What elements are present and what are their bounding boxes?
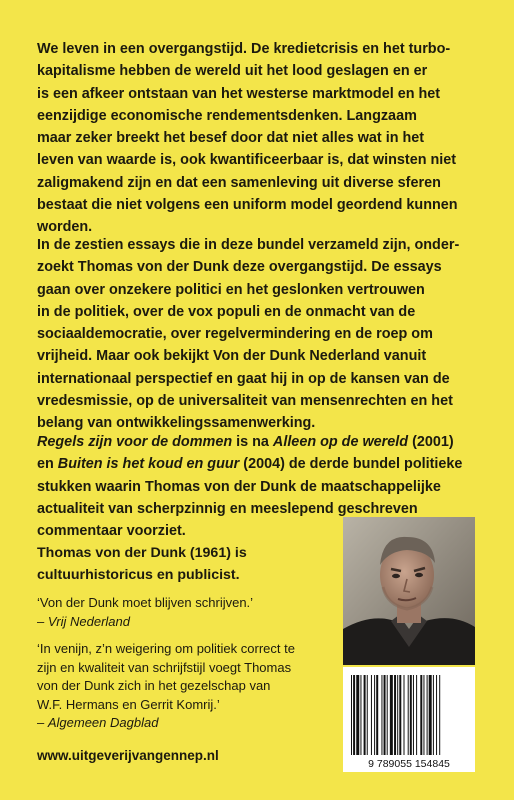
barcode-bar <box>399 675 401 755</box>
barcode-bar <box>439 675 440 755</box>
barcode-bar <box>394 675 396 755</box>
barcode-bar <box>387 675 388 755</box>
text-line: leven van waarde is, ook kwantificeerbaar is, dat winsten niet <box>37 152 457 169</box>
paragraph-essays <box>37 234 459 435</box>
barcode-bar <box>381 675 382 755</box>
barcode-bar <box>420 675 422 755</box>
barcode-bar <box>376 675 378 755</box>
text-line: We leven in een overgangstijd. De kredietcrisis en het turbo- <box>37 41 451 57</box>
text-line: gaan over onzekere politici en het geslonken vertrouwen <box>37 281 425 298</box>
quote-algemeen-dagblad <box>37 640 295 733</box>
text-fragment: (2001) <box>408 434 454 450</box>
text-line: internationaal perspectief en gaat hij in op de kansen van de <box>37 370 450 387</box>
barcode-bar <box>436 675 437 755</box>
text-fragment: (2004) de derde bundel politieke <box>239 456 463 473</box>
text-line: zoekt Thomas von der Dunk deze overgangstijd. De essays <box>37 259 442 276</box>
isbn-number: 9 789055 154845 <box>368 758 450 770</box>
text-line: In de zestien essays die in deze bundel verzameld zijn, onder- <box>37 237 460 253</box>
barcode-bar <box>367 675 368 755</box>
barcode-bar <box>423 675 424 755</box>
text-line: bestaat die niet volgens een uniform model geordend kunnen <box>37 197 458 214</box>
quote-text: ‘Von der Dunk moet blijven schrijven.’ <box>37 595 254 610</box>
text-line: eenzijdige economische rendementsdenken. Langzaam <box>37 107 417 124</box>
barcode-bar <box>356 675 359 755</box>
barcode-bar <box>416 675 417 755</box>
barcode-bar <box>397 675 398 755</box>
text-fragment: is na <box>232 434 273 450</box>
barcode <box>343 667 475 772</box>
text-line: belang van ontwikkelingssamenwerking. <box>37 415 316 432</box>
dash: – <box>37 613 48 629</box>
book-title: Buiten is het koud en guur <box>57 456 240 473</box>
publisher-website[interactable]: www.uitgeverijvangennep.nl <box>37 748 219 763</box>
text-line: kapitalisme hebben de wereld uit het lood geslagen en er <box>37 63 428 80</box>
text-line: sociaaldemocratie, over regelvermindering en de roep om <box>37 326 433 343</box>
author-photo <box>343 517 475 665</box>
author-bio <box>37 543 247 586</box>
barcode-bar <box>413 675 414 755</box>
source-name: Algemeen Dagblad <box>47 715 159 730</box>
barcode-bar <box>374 675 375 755</box>
barcode-bar <box>353 675 355 755</box>
text-line <box>37 431 462 453</box>
text-line: is een afkeer ontstaan van het westerse marktmodel en het <box>37 85 441 102</box>
text-line: actualiteit van scherpzinnig en meeslepend geschreven <box>37 500 418 517</box>
quote-line: ‘In venijn, z’n weigering om politiek correct te <box>37 641 295 656</box>
quote-line: von der Dunk zich in het gezelschap van <box>37 678 271 693</box>
text-fragment: en <box>37 456 58 473</box>
author-photo-graphic <box>343 517 475 665</box>
text-line: maar zeker breekt het besef door dat niet alles wat in het <box>37 130 425 147</box>
quote-source <box>37 714 295 733</box>
barcode-bar <box>390 675 393 755</box>
barcode-bar <box>371 675 372 755</box>
barcode-bar <box>429 675 432 755</box>
quote-line: W.F. Hermans en Gerrit Komrij.’ <box>37 696 220 712</box>
quote-line: zijn en kwaliteit van schrijfstijl voegt Thomas <box>37 659 292 675</box>
barcode-bar <box>433 675 434 755</box>
text-line: worden. <box>37 219 93 236</box>
text-line: commentaar voorziet. <box>37 523 186 540</box>
barcode-bar <box>427 675 428 755</box>
quote-vrij-nederland <box>37 594 253 631</box>
barcode-bar <box>404 675 405 755</box>
barcode-bar <box>364 675 366 755</box>
paragraph-intro <box>37 38 458 239</box>
barcode-bar <box>408 675 409 755</box>
text-line: vrijheid. Maar ook bekijkt Von der Dunk Nederland vanuit <box>37 348 427 365</box>
barcode-bar <box>410 675 412 755</box>
source-name: Vrij Nederland <box>47 613 130 629</box>
book-title: Alleen op de wereld <box>272 434 409 450</box>
book-title: Regels zijn voor de dommen <box>37 434 233 450</box>
text-line: in de politiek, over de vox populi en de onmacht van de <box>37 303 416 320</box>
text-line: zaligmakend zijn en dat een samenleving uit diverse sferen <box>37 174 441 191</box>
text-line: cultuurhistoricus en publicist. <box>37 566 240 583</box>
text-line: Thomas von der Dunk (1961) is <box>37 545 247 561</box>
text-line: stukken waarin Thomas von der Dunk de maatschappelijke <box>37 478 441 495</box>
barcode-bar <box>360 675 361 755</box>
dash: – <box>37 715 48 730</box>
quote-source <box>37 613 253 632</box>
text-line <box>37 453 462 475</box>
barcode-bar <box>384 675 386 755</box>
text-line: vredesmissie, op de universaliteit van mensenrechten en het <box>37 393 453 410</box>
barcode-bar <box>351 675 352 755</box>
barcode-graphic <box>343 667 475 772</box>
